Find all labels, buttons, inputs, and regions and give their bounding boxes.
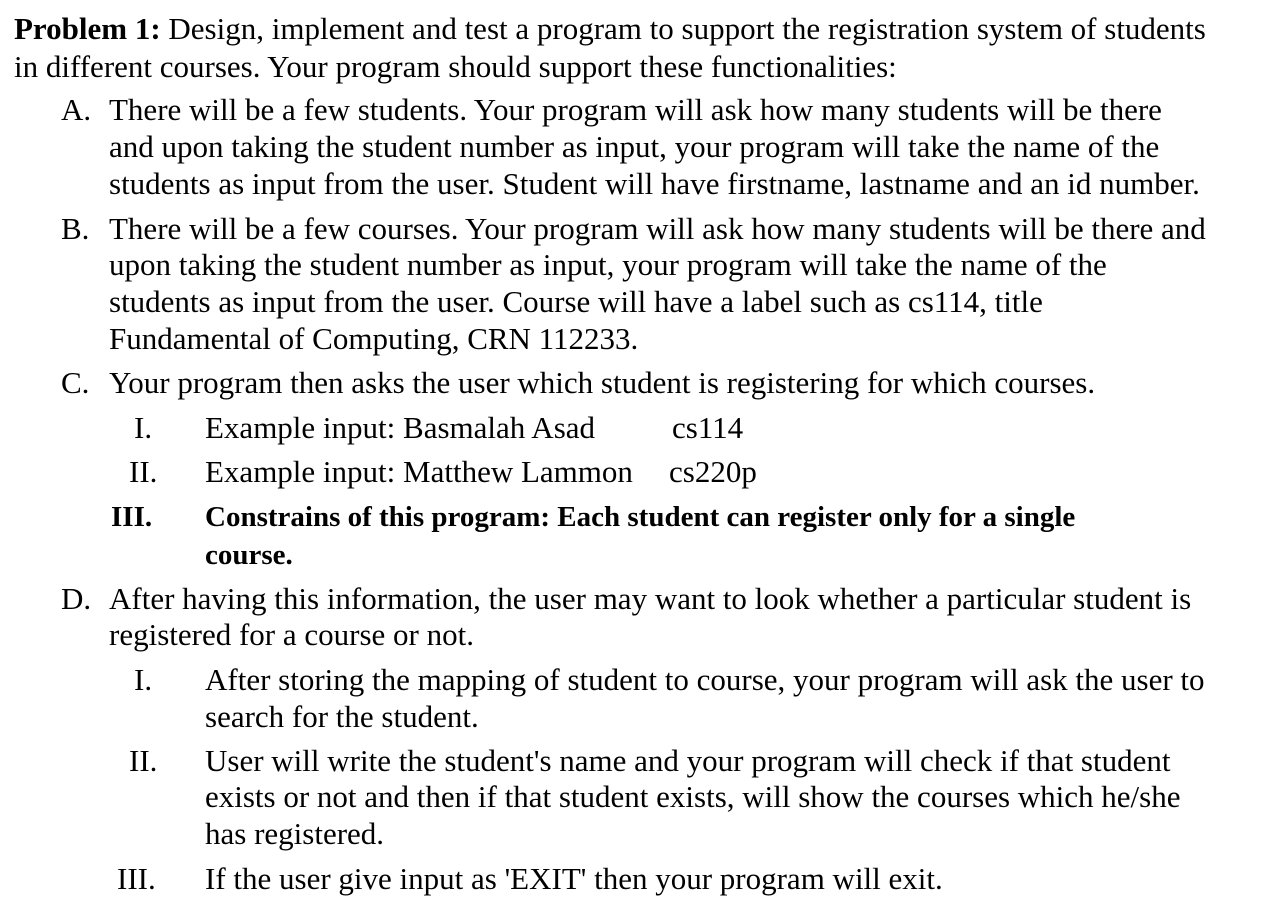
item-c-iii-line-1: Constrains of this program: Each student can register only for a single (205, 501, 1076, 533)
problem-intro-text: Design, implement and test a program to support the registration system of students (160, 11, 1206, 46)
item-d-i-marker: I. (134, 662, 153, 697)
item-c-i-text: Example input: Basmalah Asad (205, 410, 596, 445)
problem-intro-line-2: in different courses. Your program should support these functionalities: (14, 49, 897, 84)
item-c-iii-line-2: course. (205, 539, 293, 571)
item-c-i-code: cs114 (672, 410, 744, 445)
item-b-line-3: students as input from the user. Course will have a label such as cs114, title (109, 284, 1043, 319)
item-b-line-4: Fundamental of Computing, CRN 112233. (109, 321, 639, 356)
item-a-line-3: students as input from the user. Student will have firstname, lastname and an id number. (109, 166, 1200, 201)
item-d-i-line-2: search for the student. (205, 699, 479, 734)
item-d-ii-line-2: exists or not and then if that student exists, will show the courses which he/she (205, 779, 1181, 814)
item-d-marker: D. (61, 581, 92, 616)
item-a-line-1: There will be a few students. Your program will ask how many students will be there (109, 92, 1162, 127)
item-d-ii-line-1: User will write the student's name and your program will check if that student (205, 743, 1171, 778)
item-b-line-2: upon taking the student number as input, your program will take the name of the (109, 247, 1107, 282)
item-d-i-line-1: After storing the mapping of student to course, your program will ask the user to (205, 662, 1205, 697)
item-c-i-marker: I. (134, 410, 153, 445)
item-b-marker: B. (61, 211, 90, 246)
item-a-line-2: and upon taking the student number as input, your program will take the name of the (109, 129, 1160, 164)
item-c-line-1: Your program then asks the user which student is registering for which courses. (109, 365, 1096, 400)
item-c-iii-marker: III. (111, 501, 153, 533)
item-b-line-1: There will be a few courses. Your program will ask how many students will be there and (109, 211, 1206, 246)
problem-heading: Problem 1: (14, 11, 161, 46)
item-d-iii-marker: III. (117, 861, 156, 896)
item-d-ii-line-3: has registered. (205, 816, 385, 851)
item-c-ii-code: cs220p (669, 454, 757, 489)
item-d-line-1: After having this information, the user may want to look whether a particular student is (109, 581, 1192, 616)
item-d-line-2: registered for a course or not. (109, 617, 474, 652)
item-a-marker: A. (61, 92, 92, 127)
item-c-marker: C. (61, 365, 90, 400)
problem-intro-line-1 (14, 11, 1206, 47)
item-c-ii-text: Example input: Matthew Lammon (205, 454, 633, 489)
item-c-ii-marker: II. (129, 454, 158, 489)
item-d-iii-line-1: If the user give input as 'EXIT' then your program will exit. (205, 861, 943, 896)
item-d-ii-marker: II. (129, 743, 158, 778)
